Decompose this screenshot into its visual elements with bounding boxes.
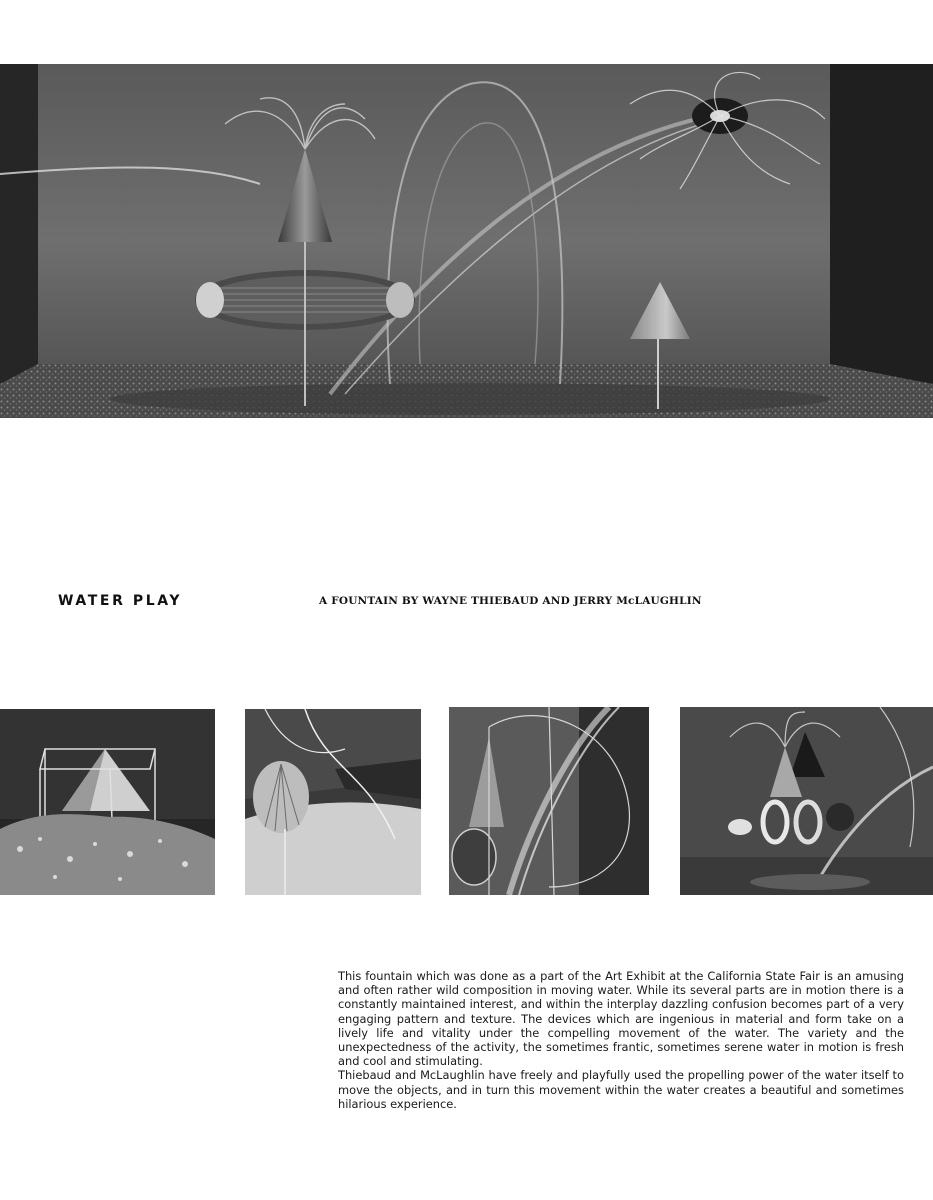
thumbnail-photo-rings [680, 707, 933, 895]
article-title: WATER PLAY [58, 593, 183, 609]
thumbnail-2-drawing [245, 709, 421, 895]
thumbnail-photo-wire-cage [449, 707, 649, 895]
thumbnail-3-drawing [449, 707, 649, 895]
body-paragraph: Thiebaud and McLaughlin have freely and playfully used the propelling power of the water itself to move the objects, and in turn this movement within the water creates a beautiful and sometimes hilarious experience. [338, 1068, 904, 1111]
thumbnail-1-drawing [0, 709, 215, 895]
thumbnail-photo-shell [245, 709, 421, 895]
thumbnail-photo-cone-frame [0, 709, 215, 895]
thumbnail-4-drawing [680, 707, 933, 895]
body-paragraph: This fountain which was done as a part of the Art Exhibit at the California State Fair is an amusing and often rather wild composition in moving water. While its several parts are in motion there is a constantly maintained interest, and within the interplay dazzling confusion becomes part of a very engaging pattern and texture. The devices which are ingenious in material and form take on a lively life and vitality under the compelling movement of the water. The variety and the unexpectedness of the activity, the sometimes frantic, sometimes serene water in motion is fresh and cool and stimulating. [338, 969, 904, 1069]
hero-photo-fountain [0, 64, 933, 418]
article-body [338, 969, 904, 1111]
hero-photo-drawing [0, 64, 933, 418]
article-subtitle: A FOUNTAIN BY WAYNE THIEBAUD AND JERRY McLAUGHLIN [319, 595, 702, 607]
